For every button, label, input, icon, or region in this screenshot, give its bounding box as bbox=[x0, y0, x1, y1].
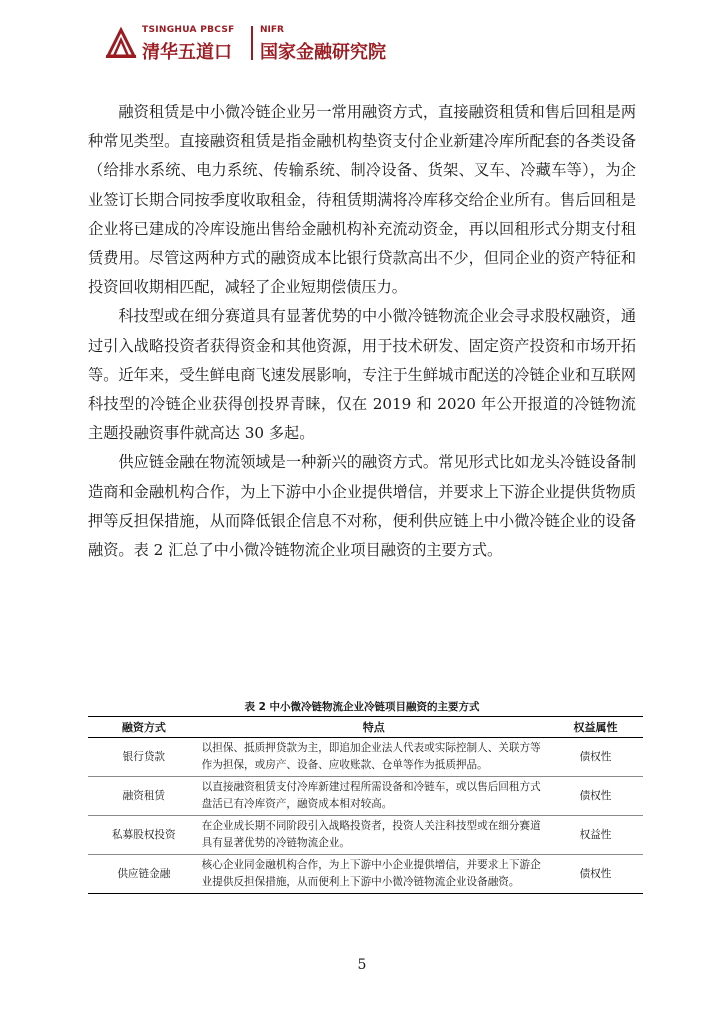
body-text bbox=[88, 98, 636, 565]
cell-features: 以直接融资租赁支付冷库新建过程所需设备和冷链车，或以售后回租方式盘活已有冷库资产，融资成本相对较高。 bbox=[200, 777, 548, 816]
tsinghua-logo-icon bbox=[104, 26, 138, 60]
header-features: 特点 bbox=[200, 717, 548, 738]
cell-equity-type: 债权性 bbox=[548, 777, 643, 816]
table-row bbox=[88, 816, 643, 855]
table-row bbox=[88, 738, 643, 777]
page-header bbox=[104, 22, 394, 62]
page-number: 5 bbox=[357, 957, 367, 973]
cell-method: 银行贷款 bbox=[88, 738, 200, 777]
table-row bbox=[88, 777, 643, 816]
header-method: 融资方式 bbox=[88, 717, 200, 738]
cell-equity-type: 债权性 bbox=[548, 738, 643, 777]
table-header-row bbox=[88, 717, 643, 738]
cell-equity-type: 权益性 bbox=[548, 816, 643, 855]
header-equity-type: 权益属性 bbox=[548, 717, 643, 738]
cell-features: 以担保、抵质押贷款为主，即追加企业法人代表或实际控制人、关联方等作为担保，或房产、设备、应收账款、仓单等作为抵质押品。 bbox=[200, 738, 548, 777]
cell-method: 供应链金融 bbox=[88, 855, 200, 894]
paragraph-equity-financing: 科技型或在细分赛道具有显著优势的中小微冷链物流企业会寻求股权融资，通过引入战略投资者获得资金和其他资源，用于技术研发、固定资产投资和市场开拓等。近年来，受生鲜电商飞速发展影响，专注于生鲜城市配送的冷链企业和互联网科技型的冷链企业获得创投界青睐，仅在 2019 和 2020 年公开报道的冷链物流主题投融资事件就高达 30 多起。 bbox=[88, 307, 636, 443]
cell-features: 核心企业同金融机构合作，为上下游中小企业提供增信，并要求上下游企业提供反担保措施，从而便利上下游中小微冷链物流企业设备融资。 bbox=[200, 855, 548, 894]
logo-english-right: NIFR bbox=[260, 25, 284, 35]
cell-equity-type: 债权性 bbox=[548, 855, 643, 894]
logo-chinese-left: 清华五道口 bbox=[142, 42, 232, 63]
table-row bbox=[88, 855, 643, 894]
logo-chinese-right: 国家金融研究院 bbox=[260, 42, 386, 63]
paragraph-financial-leasing: 融资租赁是中小微冷链企业另一常用融资方式，直接融资租赁和售后回租是两种常见类型。直接融资租赁是指金融机构垫资支付企业新建冷库所配套的各类设备（给排水系统、电力系统、传输系统、制冷设备、货架、叉车、冷藏车等），为企业签订长期合同按季度收取租金，待租赁期满将冷库移交给企业所有。售后回租是企业将已建成的冷库设施出售给金融机构补充流动资金，再以回租形式分期支付租赁费用。尽管这两种方式的融资成本比银行贷款高出不少，但同企业的资产特征和投资回收期相匹配，减轻了企业短期偿债压力。 bbox=[88, 103, 636, 297]
table-caption: 表 2 中小微冷链物流企业冷链项目融资的主要方式 bbox=[244, 701, 480, 713]
cell-method: 融资租赁 bbox=[88, 777, 200, 816]
cell-features: 在企业成长期不同阶段引入战略投资者，投资人关注科技型或在细分赛道具有显著优势的冷链物流企业。 bbox=[200, 816, 548, 855]
financing-methods-table bbox=[88, 716, 643, 894]
paragraph-supply-chain-finance: 供应链金融在物流领域是一种新兴的融资方式。常见形式比如龙头冷链设备制造商和金融机构合作，为上下游中小企业提供增信，并要求上下游企业提供货物质押等反担保措施，从而降低银企信息不对称，便利供应链上中小微冷链企业的设备融资。表 2 汇总了中小微冷链物流企业项目融资的主要方式。 bbox=[88, 453, 636, 560]
cell-method: 私募股权投资 bbox=[88, 816, 200, 855]
logo-english-left: TSINGHUA PBCSF bbox=[142, 25, 235, 35]
logo-divider bbox=[251, 26, 253, 60]
